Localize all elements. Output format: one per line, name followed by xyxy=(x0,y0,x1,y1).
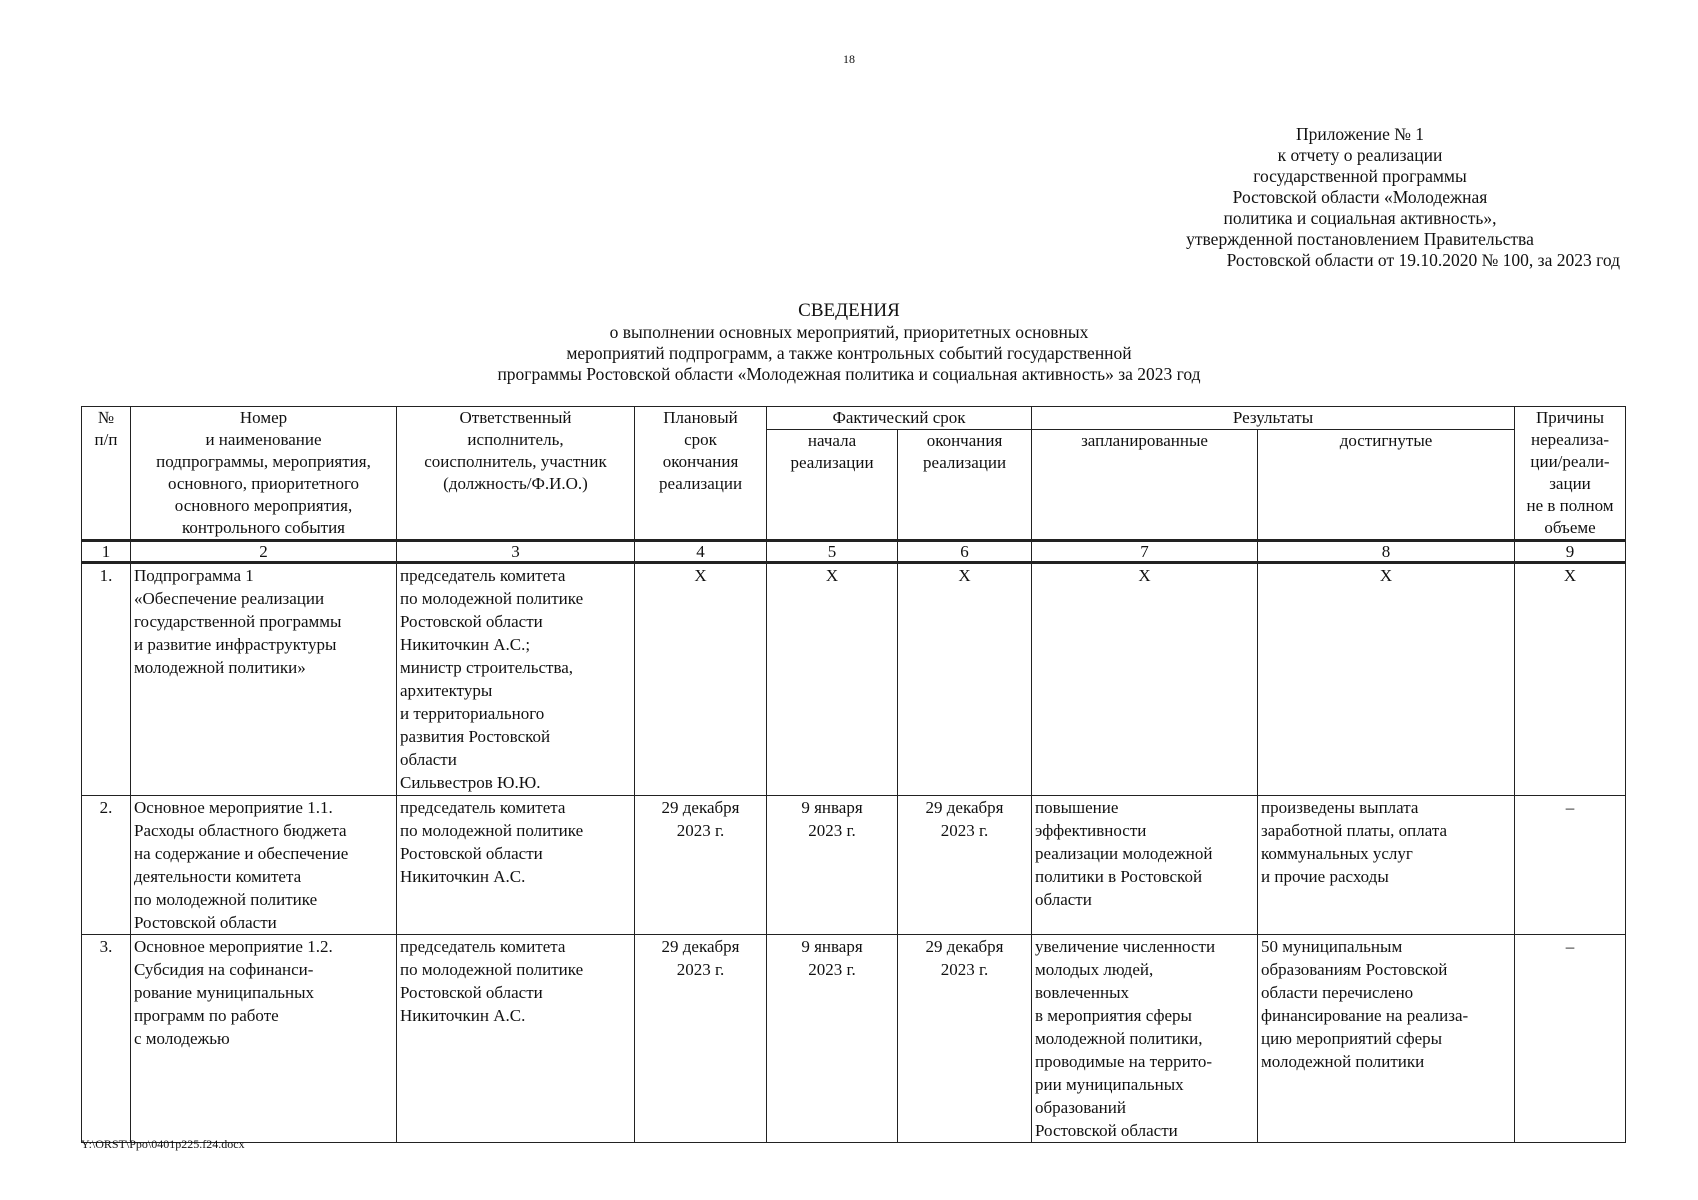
row-responsible: председатель комитета по молодежной политике Ростовской области Никиточкин А.С.; министр строительства, архитектуры и территориального развития Ростовской области Сильвестров Ю.Ю. xyxy=(397,563,635,796)
header-results-planned: запланированные xyxy=(1032,430,1258,541)
document-title xyxy=(0,300,1698,385)
appendix-line: Приложение № 1 xyxy=(1295,124,1425,144)
header-actual-end: окончания реализации xyxy=(898,430,1032,541)
header-results: Результаты xyxy=(1032,407,1515,430)
header-results-achieved: достигнутые xyxy=(1258,430,1515,541)
row-num: 2. xyxy=(82,796,131,935)
row-plan-date: 29 декабря 2023 г. xyxy=(635,796,767,935)
row-reasons: – xyxy=(1515,935,1626,1143)
title-subline: мероприятий подпрограмм, а также контрольных событий государственной xyxy=(566,343,1132,363)
header-actual-start: начала реализации xyxy=(767,430,898,541)
title-main: СВЕДЕНИЯ xyxy=(798,300,900,321)
appendix-header xyxy=(1100,124,1620,271)
row-actual-end: 29 декабря 2023 г. xyxy=(898,796,1032,935)
row-num: 3. xyxy=(82,935,131,1143)
row-actual-start: X xyxy=(767,563,898,796)
column-number: 9 xyxy=(1515,541,1626,563)
header-responsible: Ответственный исполнитель, соисполнитель, участник (должность/Ф.И.О.) xyxy=(397,407,635,541)
column-number: 8 xyxy=(1258,541,1515,563)
appendix-line: государственной программы xyxy=(1253,166,1467,186)
row-plan-date: X xyxy=(635,563,767,796)
row-actual-start: 9 января 2023 г. xyxy=(767,935,898,1143)
appendix-line: политика и социальная активность», xyxy=(1223,208,1497,228)
column-number: 5 xyxy=(767,541,898,563)
row-results-planned: повышение эффективности реализации молодежной политики в Ростовской области xyxy=(1032,796,1258,935)
page-number: 18 xyxy=(843,52,855,66)
file-path-footer: Y:\ORST\Ppo\0401p225.f24.docx xyxy=(81,1137,245,1151)
table-row xyxy=(82,935,1626,1143)
row-name: Основное мероприятие 1.2. Субсидия на софинанси- рование муниципальных программ по работе с молодежью xyxy=(131,935,397,1143)
appendix-line: Ростовской области от 19.10.2020 № 100, за 2023 год xyxy=(1226,250,1620,270)
appendix-line: к отчету о реализации xyxy=(1277,145,1443,165)
header-plan-date: Плановый срок окончания реализации xyxy=(635,407,767,541)
row-reasons: X xyxy=(1515,563,1626,796)
column-number: 2 xyxy=(131,541,397,563)
row-name: Подпрограмма 1 «Обеспечение реализации государственной программы и развитие инфраструктуры молодежной политики» xyxy=(131,563,397,796)
row-results-achieved: X xyxy=(1258,563,1515,796)
title-subline: программы Ростовской области «Молодежная политика и социальная активность» за 2023 год xyxy=(497,364,1201,384)
column-number-row xyxy=(82,541,1626,563)
appendix-line: утвержденной постановлением Правительства xyxy=(1186,229,1534,249)
table-row xyxy=(82,796,1626,935)
row-reasons: – xyxy=(1515,796,1626,935)
row-responsible: председатель комитета по молодежной политике Ростовской области Никиточкин А.С. xyxy=(397,796,635,935)
header-name: Номер и наименование подпрограммы, мероприятия, основного, приоритетного основного мероприятия, контрольного события xyxy=(131,407,397,541)
column-number: 7 xyxy=(1032,541,1258,563)
table-row xyxy=(82,563,1626,796)
row-results-achieved: произведены выплата заработной платы, оплата коммунальных услуг и прочие расходы xyxy=(1258,796,1515,935)
row-plan-date: 29 декабря 2023 г. xyxy=(635,935,767,1143)
title-subline: о выполнении основных мероприятий, приоритетных основных xyxy=(609,322,1089,342)
header-reasons: Причины нереализа- ции/реали- зации не в полном объеме xyxy=(1515,407,1626,541)
row-responsible: председатель комитета по молодежной политике Ростовской области Никиточкин А.С. xyxy=(397,935,635,1143)
row-actual-end: X xyxy=(898,563,1032,796)
row-results-achieved: 50 муниципальным образованиям Ростовской области перечислено финансирование на реализа- цию мероприятий сферы молодежной политики xyxy=(1258,935,1515,1143)
row-num: 1. xyxy=(82,563,131,796)
column-number: 4 xyxy=(635,541,767,563)
column-number: 1 xyxy=(82,541,131,563)
row-name: Основное мероприятие 1.1. Расходы областного бюджета на содержание и обеспечение деятельности комитета по молодежной политике Ростовской области xyxy=(131,796,397,935)
header-num: № п/п xyxy=(82,407,131,541)
row-actual-start: 9 января 2023 г. xyxy=(767,796,898,935)
report-table xyxy=(81,406,1626,1143)
row-results-planned: X xyxy=(1032,563,1258,796)
header-actual-period: Фактический срок xyxy=(767,407,1032,430)
column-number: 3 xyxy=(397,541,635,563)
row-actual-end: 29 декабря 2023 г. xyxy=(898,935,1032,1143)
appendix-line: Ростовской области «Молодежная xyxy=(1232,187,1488,207)
row-results-planned: увеличение численности молодых людей, вовлеченных в мероприятия сферы молодежной политики, проводимые на террито- рии муниципальных образований Ростовской области xyxy=(1032,935,1258,1143)
column-number: 6 xyxy=(898,541,1032,563)
